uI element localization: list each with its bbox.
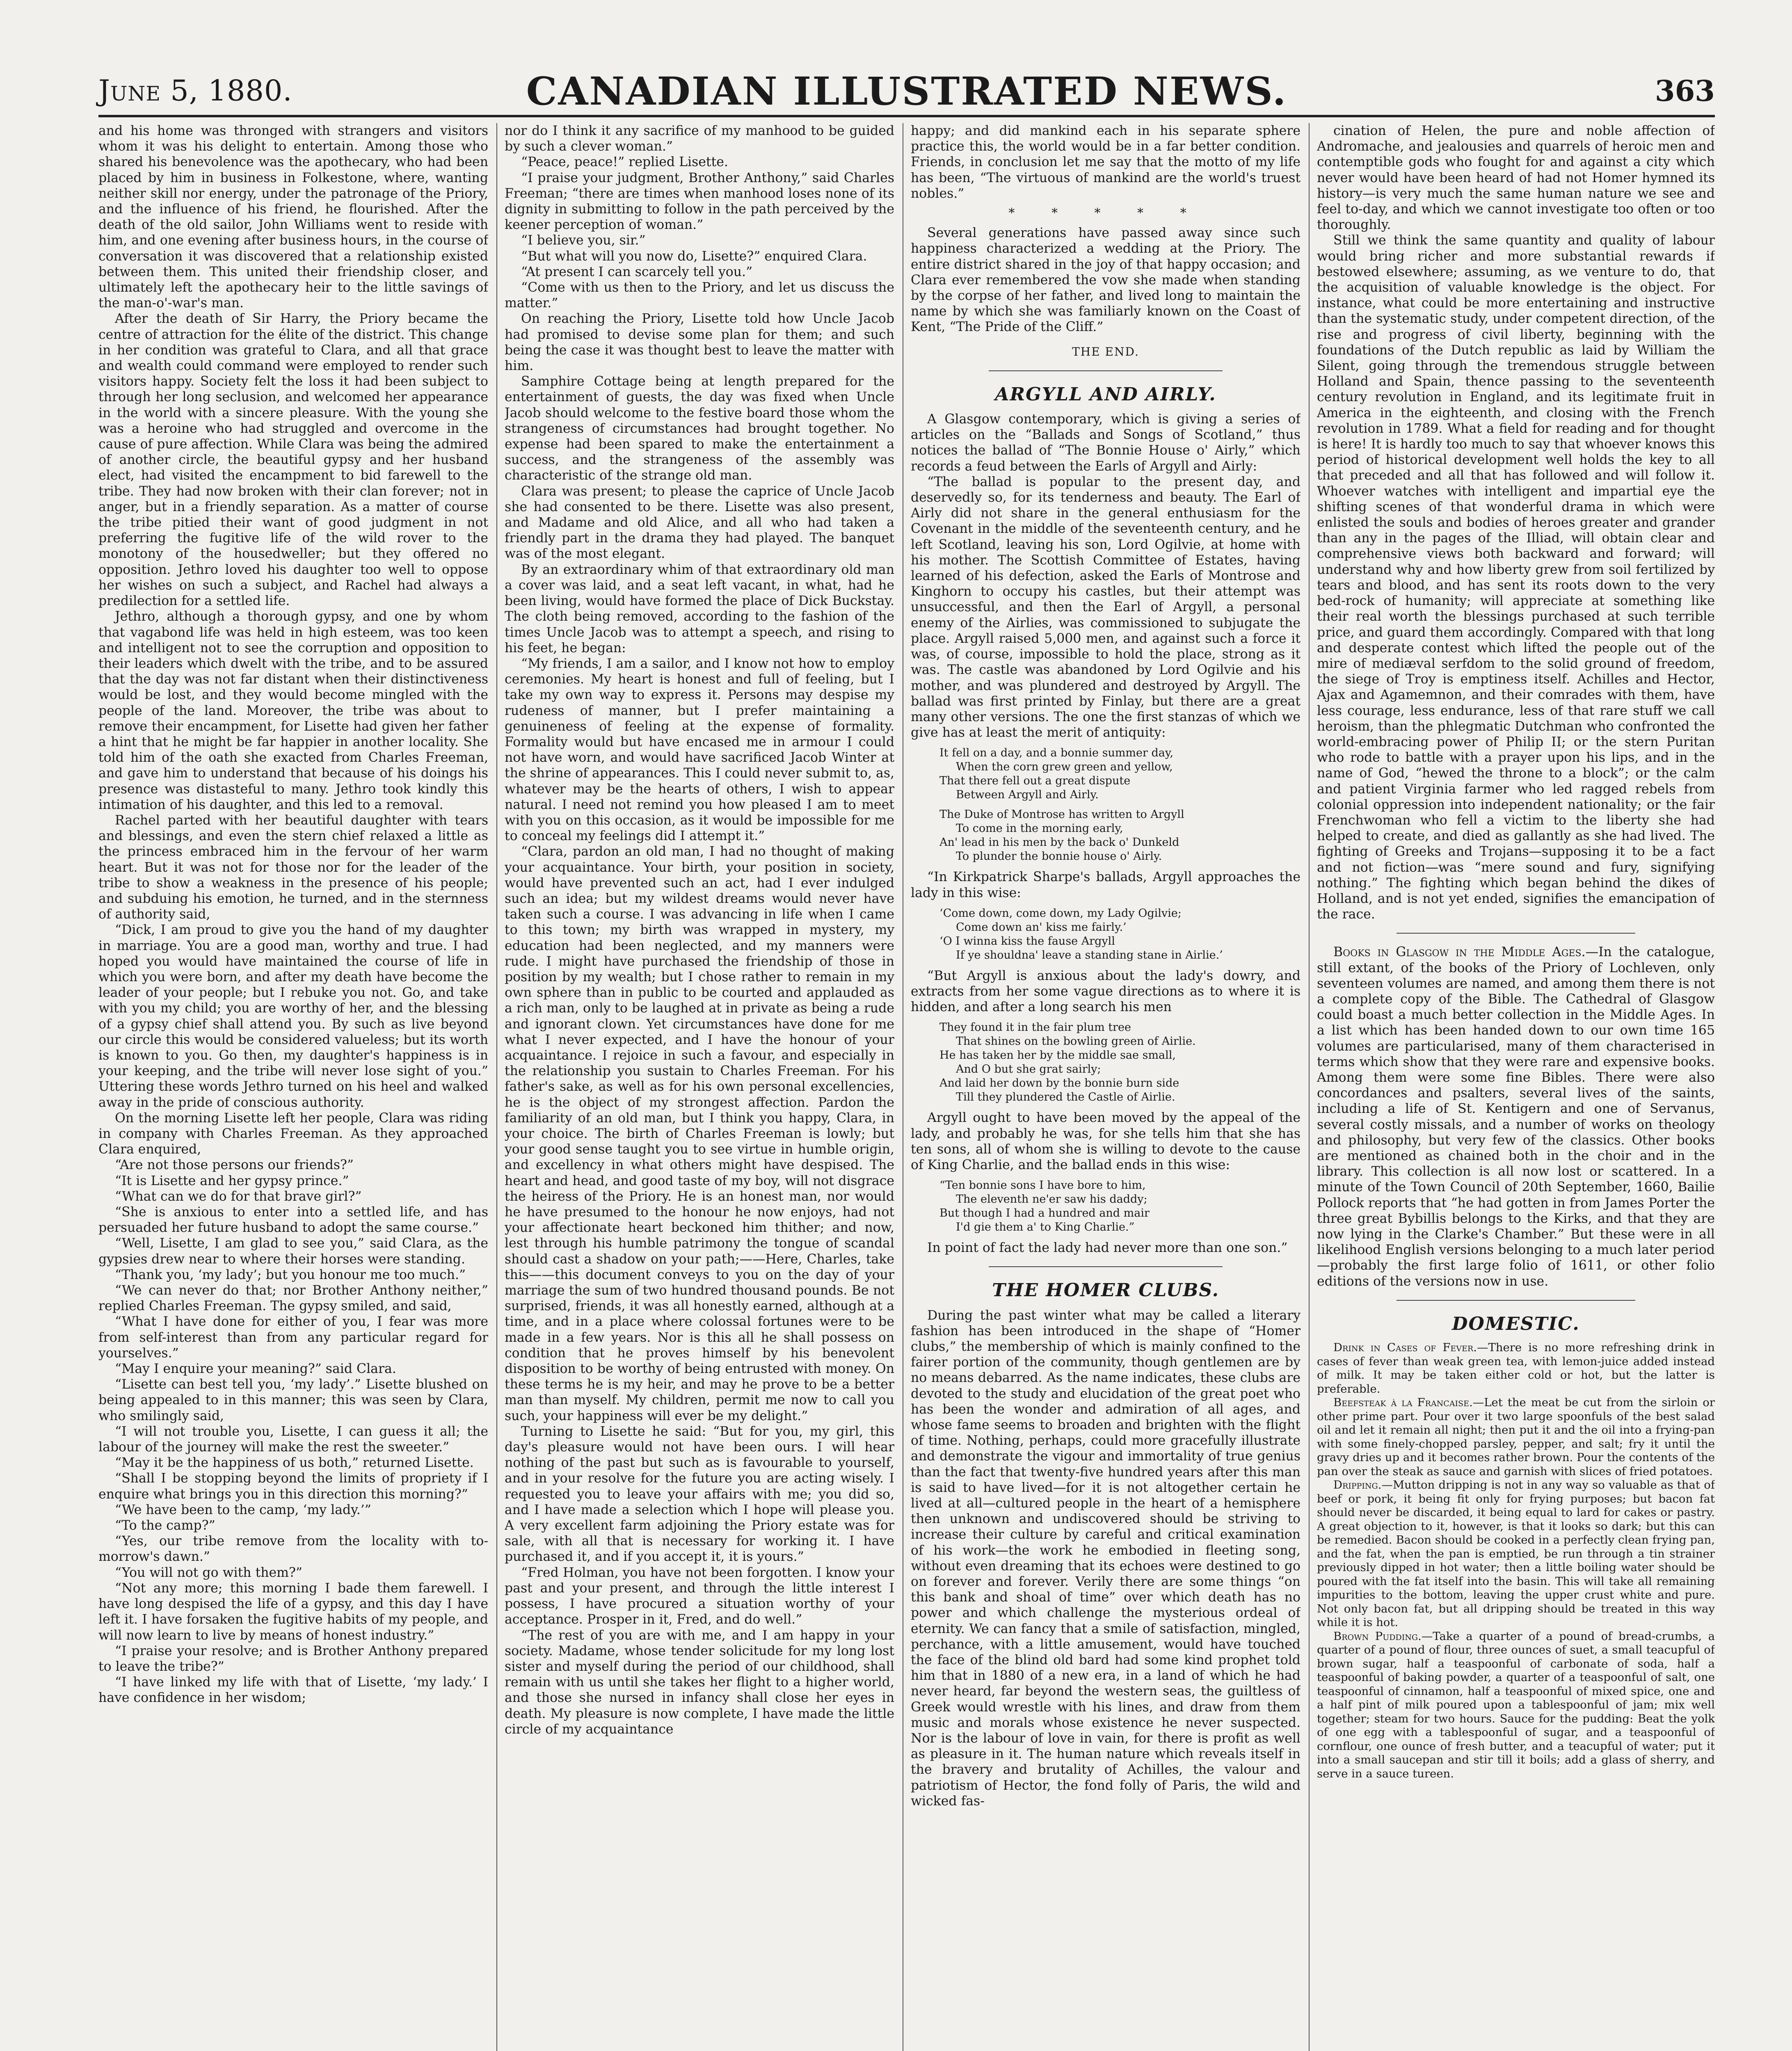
ballad-stanza [939,907,1301,962]
verse-line: If ye shouldna' leave a standing stane in Airlie.’ [956,948,1223,962]
ballad-stanza [939,1021,1301,1104]
books-text: In the catalogue, still extant, of the books of the Priory of Lochleven, only seventeen volumes are named, and among them there is not a complete copy of the Bible. The Cathedral of Glasgow could boast a much better collection in the Middle Ages. In a list which has been handed down to our own time 165 volumes are particularised, many of them characterised in terms which show that they were rare and expensive books. Among them were some fine Bibles. There were also concordances and psalters, several lives of the saints, including a life of St. Kentigern and one of Servanus, several costly missals, and a number of works on theology and philosophy, but very few of the classics. Other books are mentioned as chained both in the choir and in the library. This collection is all now lost or scattered. In a minute of the Town Council of 20th September, 1660, Bailie Pollock reports that “he had gotten in from James Porter the three great Bybillis belongs to the Kirks, and that they are now lying in the Clarke's Chamber.” But these were in all likelihood English versions belonging to a much later period—probably the first large folio of 1611, or other folio editions of the versions now in use. [1317,945,1715,1289]
verse-line: Come down an' kiss me fairly.’ [956,920,1127,934]
verse-line: An' lead in his men by the back o' Dunkeld [939,836,1179,849]
article-paragraph: nor do I think it any sacrifice of my manhood to be guided by such a clever woman.” [505,123,894,154]
article-paragraph: “Clara, pardon an old man, I had no thought of making your acquaintance. Your birth, your position in society, would have prevented such an act, had I ever indulged such an idea; but my wildest dreams would never have taken such a course. I was advancing in life when I came to this town; my birth was wrapped in mystery, my education had been neglected, and my manners were rude. I might have purchased the friendship of those in position by my wealth; but I chose rather to remain in my own sphere than in public to be courted and applauded as a rich man, only to be laughed at in private as being a rude and ignorant clown. Yet circumstances have done for me what I never expected, and I have the honour of your acquaintance. I rejoice in such a favour, and especially in the relationship you sustain to Charles Freeman. For his father's sake, as well as for his own personal excellencies, he is the object of my strongest affection. Pardon the familiarity of an old man, but I think you happy, Clara, in your choice. The birth of Charles Freeman is lowly; but your good sense taught you to see virtue in humble origin, and excellency in what others might have despised. The heart and head, and good taste of my boy, will not disgrace the heiress of the Priory. He is an honest man, nor would he have presumed to the honour he now enjoys, had not your affectionate heart beckoned him thither; and now, lest through his humble patrimony the tongue of scandal should cast a shadow on your path;——Here, Charles, take this——this document conveys to you on the day of your marriage the sum of two hundred thousand pounds. Be not surprised, friends, it was all honestly earned, although at a time, and in a place where colossal fortunes were to be made in a few years. Nor is this all he shall possess on condition that he proves himself by his benevolent disposition to be worthy of being entrusted with money. On these terms he is my heir, and may he prove to be a better man than myself. My children, permit me now to call you such, your happiness will ever be my delight.” [505,844,894,1423]
article-paragraph: “At present I can scarcely tell you.” [521,264,753,279]
recipe-text: —Mutton dripping is not in any way so valuable as that of beef or pork, it being fit only for frying purposes; but bacon fat should never be discarded, it being equal to lard for cakes or pastry. A great objection to it, however, is that it looks so dark; but this can be remedied. Bacon should be cooked in a perfectly clean frying pan, and the fat, when the pan is emptied, be run through a tin strainer previously dipped in hot water; then a little boiling water should be poured with the fat itself into the basin. This will take all remaining impurities to the bottom, leaving the upper crust white and pure. Not only bacon fat, but all dripping should be treated in this way while it is hot. [1317,1478,1715,1629]
article-paragraph: Clara was present; to please the caprice of Uncle Jacob she had consented to be there. Lisette was also present, and Madame and old Alice, and all who had taken a friendly part in the drama they had played. The banquet was of the most elegant. [505,484,894,562]
column-1 [98,123,488,2051]
article-paragraph: “Thank you, ‘my lady’; but you honour me too much.” [115,1267,466,1282]
domestic-section [1317,1341,1715,1781]
dowry-paragraph: “But Argyll is anxious about the lady's dowry, and extracts from her some vague directions as to where it is hidden, and after a long search his men [911,968,1301,1015]
publication-title: CANADIAN ILLUSTRATED NEWS. [526,69,1287,114]
article-paragraph: “You will not go with them?” [115,1565,303,1580]
verse-line: “Ten bonnie sons I have bore to him, [939,1179,1146,1192]
verse-line: To come in the morning early, [956,822,1123,835]
ballad-stanza [939,1179,1301,1234]
article-paragraph: happy; and did mankind each in his separate sphere practice this, the world would be in a far better condition. Friends, in conclusion let me say that the motto of my life has been, “The virtuous of mankind are the world's truest nobles.” [911,123,1301,201]
article-paragraph: cination of Helen, the pure and noble affection of Andromache, and jealousies and quarrels of heroic men and contemptible gods who fought for and against a city which never would have been heard of had not Homer hymned its history—is very much the same human nature we see and feel to-day, and which we cannot investigate too often or too thoroughly. [1317,123,1715,233]
verse-line: That shines on the bowling green of Airlie. [956,1035,1196,1048]
domestic-recipe [1317,1630,1715,1781]
article-paragraph: “She is anxious to enter into a settled life, and has persuaded her future husband to adopt the same course.” [98,1205,488,1236]
article-paragraph: “Dick, I am proud to give you the hand of my daughter in marriage. You are a good man, worthy and true. I had hoped you would have maintained the course of life in which you were born, and after my death have become the leader of your people; but I rebuke you not. Go, and take with you my child; you are worthy of her, and the blessing of a gypsy chief shall attend you. By such as live beyond our circle this would be considered valueless; but its worth is known to you. Go then, my daughter's happiness is in your keeping, and the tribe will never lose sight of you.” Uttering these words Jethro turned on his heel and walked away in the pride of conscious authority. [98,923,488,1110]
article-paragraph: “We can never do that; nor Brother Anthony neither,” replied Charles Freeman. The gypsy smiled, and said, [98,1283,488,1314]
ballad-stanza [939,746,1301,802]
article-paragraph: “Come with us then to the Priory, and let us discuss the matter.” [505,280,894,311]
verse-line: And laid her down by the bonnie burn side [939,1077,1179,1090]
article-paragraph: Rachel parted with her beautiful daughter with tears and blessings, and even the stern chief relaxed a little as the princess embraced him in the fervour of her warm heart. But it was not for those nor for the leader of the tribe to show a weakness in the presence of his people; and subduing his emotion, he turned, and in the sternness of authority said, [98,813,488,922]
argyll-quote: “The ballad is popular to the present day, and deservedly so, for its tenderness and beauty. The Earl of Airly did not share in the general enthusiasm for the Covenant in the middle of the seventeenth century, and he left Scotland, leaving his son, Lord Ogilvie, at home with his mother. The Scottish Committee of Estates, having learned of his defection, asked the Earls of Montrose and Kinghorn to occupy his castles, but their attempt was unsuccessful, and then the Earl of Argyll, a personal enemy of the Airlies, was commissioned to subjugate the place. Argyll raised 5,000 men, and against such a force it was, of course, impossible to hold the place, strong as it was. The castle was abandoned by Lord Ogilvie and his mother, and was plundered and destroyed by Argyll. The ballad was first printed by Finlay, but there are a great many other versions. The one the first stanzas of which we give has at least the merit of antiquity: [911,474,1301,740]
homer-title: THE HOMER CLUBS. [992,1280,1219,1301]
article-paragraph: Samphire Cottage being at length prepared for the entertainment of guests, the day was fixed when Uncle Jacob should welcome to the festive board those whom the strangeness of circumstances had brought together. No expense had been spared to make the entertainment a success, and the strangeness of the assembly was characteristic of the strange old man. [505,374,894,483]
article-paragraph: “What can we do for that brave girl?” [115,1189,362,1204]
epilogue-paragraph: Several generations have passed away since such happiness characterized a wedding at the Priory. The entire district shared in the joy of that happy occasion; and Clara ever remembered the vow she made when standing by the corpse of her father, and lived long to maintain the name by which she was familiarly known on the Coast of Kent, “The Pride of the Cliff.” [911,226,1301,335]
recipe-heading: Drink in Cases of Fever. [1333,1341,1477,1354]
books-heading: Books in Glasgow in the Middle Ages. [1333,945,1586,960]
article-paragraph: “But what will you now do, Lisette?” enquired Clara. [521,249,867,264]
homer-paragraph: During the past winter what may be called a literary fashion has been introduced in the shape of “Homer clubs,” the membership of which is mainly confined to the fairer portion of the community, though gentlemen are by no means debarred. As the name indicates, these clubs are devoted to the study and elucidation of the great poet who has been the wonder and admiration of all ages, and whose fame seems to broaden and brighten with the flight of time. Nothing, perhaps, could more gracefully illustrate and demonstrate the vigour and immortality of true genius than the fact that twenty-five hundred years after this man is said to have lived—for it is not altogether certain he lived at all—cultured people in the heart of a hemisphere then unknown and undiscovered should be striving to increase their culture by careful and critical examination of his work—the work he embodied in fleeting song, without even dreaming that its echoes were destined to go on forever and forever. Verily there are some things “on this bank and shoal of time” over which death has no power and which challenge the mysterious ordeal of eternity. We can fancy that a smile of satisfaction, mingled, perchance, with a little amusement, would have touched the face of the blind old bard had some kind prophet told him that in 1880 of a new era, in a land of which he had never heard, far beyond the western seas, the guiltless of Greek would wrestle with his lines, and draw from them music and morals whose existence he never suspected. Nor is the labour of love in vain, for there is profit as well as pleasure in it. The human nature which reveals itself in the bravery and brutality of Achilles, the valour and patriotism of Hector, the fond folly of Paris, the wild and wicked fas- [911,1308,1301,1809]
article-paragraph: “May it be the happiness of us both,” returned Lisette. [115,1455,474,1471]
argyll-intro: A Glasgow contemporary, which is giving a series of articles on the “Ballads and Songs of Scotland,” thus notices the ballad of “The Bonnie House o' Airly,” which records a feud between the Earls of Argyll and Airly: [911,412,1301,474]
recipe-text: —There is no more refreshing drink in cases of fever than weak green tea, with lemon-juice added instead of milk. It may be taken either cold or hot, but the latter is preferable. [1317,1341,1715,1396]
article-paragraph: “Yes, our tribe remove from the locality with to-morrow's dawn.” [98,1534,488,1565]
article-paragraph: By an extraordinary whim of that extraordinary old man a cover was laid, and a seat left vacant, in what, had he been living, would have formed the place of Dick Buckstay. The cloth being removed, according to the fashion of the times Uncle Jacob was to attempt a speech, and rising to his feet, he began: [505,562,894,655]
recipe-text: —Let the meat be cut from the sirloin or other prime part. Pour over it two large spoonfuls of the best salad oil and let it remain all night; then put it and the oil into a frying-pan with some finely-chopped parsley, pepper, and salt; fry it until the gravy dries up and it becomes rather brown. Pour the contents of the pan over the steak as sauce and garnish with slices of fried potatoes. [1317,1396,1715,1478]
article-paragraph: “Not any more; this morning I bade them farewell. I have long despised the life of a gypsy, and this day I have left it. I have forsaken the fugitive habits of my people, and will now learn to live by means of honest industry.” [98,1581,488,1643]
verse-line: He has taken her by the middle sae small, [939,1049,1176,1062]
verse-line: The eleventh ne'er saw his daddy; [956,1193,1147,1206]
verse-line: And O but she grat sairly; [956,1063,1101,1076]
domestic-recipe [1317,1341,1715,1396]
article-paragraph: “I believe you, sir.” [521,233,646,248]
article-paragraph: “I praise your resolve; and is Brother Anthony prepared to leave the tribe?” [98,1643,488,1674]
article-paragraph: “May I enquire your meaning?” said Clara. [115,1361,396,1377]
article-paragraph: “To the camp?” [115,1518,215,1533]
argyll-closing: In point of fact the lady had never more than one son.” [927,1240,1288,1256]
column-2 [505,123,894,2051]
verse-line: ‘O I winna kiss the fause Argyll [939,934,1115,948]
verse-line: The Duke of Montrose has written to Argyll [939,808,1184,821]
verse-line: I'd gie them a' to King Charlie.” [956,1221,1135,1234]
appeal-paragraph: Argyll ought to have been moved by the appeal of the lady, and probably he was, for she tells him that she has ten sons, all of whom she is willing to devote to the cause of King Charlie, and the ballad ends in this wise: [911,1110,1301,1172]
verse-line: They found it in the fair plum tree [939,1021,1131,1034]
section-divider [1397,1300,1635,1301]
verse-line: That there fell out a great dispute [939,774,1131,788]
verse-line: When the corn grew green and yellow, [956,761,1173,774]
verse-line: To plunder the bonnie house o' Airly. [956,850,1162,863]
article-paragraph: Jethro, although a thorough gypsy, and one by whom that vagabond life was held in high esteem, was too keen and intelligent not to see the corruption and opposition to their leaders which dwelt with the tribe, and to be assured that the day was not far distant when their distinctiveness would be lost, and they would become mingled with the people of the land. Moreover, the tribe was about to remove their encampment, for Lisette had given her father a hint that he might be far happier in another locality. She told him of the oath she exacted from Charles Freeman, and gave him to understand that because of his doings his presence was distasteful to many. Jethro took kindly this intimation of his daughter, and this led to a removal. [98,609,488,812]
section-divider [1397,933,1635,934]
article-paragraph: “Peace, peace!” replied Lisette. [521,155,728,170]
verse-line: But though I had a hundred and mair [939,1207,1150,1220]
article-paragraph: “Well, Lisette, I am glad to see you,” said Clara, as the gypsies drew near to where their horses were standing. [98,1236,488,1267]
column-divider [496,123,497,2051]
domestic-recipe [1317,1478,1715,1630]
masthead [98,62,1715,114]
argyll-title: ARGYLL AND AIRLY. [995,384,1216,405]
verse-line: Till they plundered the Castle of Airlie. [956,1091,1175,1104]
verse-line: ‘Come down, come down, my Lady Ogilvie; [939,907,1182,920]
ballad-stanza [939,808,1301,863]
recipe-heading: Brown Pudding. [1333,1629,1422,1643]
article-paragraph: “The rest of you are with me, and I am happy in your society. Madame, whose tender solicitude for my long lost sister and myself during the period of our childhood, shall remain with us until she takes her flight to a higher world, and those she nursed in infancy shall close her eyes in death. My pleasure is now complete, I have made the little circle of my acquaintance [505,1628,894,1737]
article-paragraph: Turning to Lisette he said: “But for you, my girl, this day's pleasure would not have been ours. I will hear nothing of the past but such as is favourable to yourself, and in your resolve for the future you are acting wisely. I requested you to leave your affairs with me; you did so, and I have made a selection which I hope will please you. A very excellent farm adjoining the Priory estate was for sale, with all that is necessary for working it. I have purchased it, and if you accept it, it is yours.” [505,1424,894,1565]
article-paragraph: On the morning Lisette left her people, Clara was riding in company with Charles Freeman. As they approached Clara enquired, [98,1110,488,1157]
column-3 [911,123,1301,2051]
domestic-recipe [1317,1396,1715,1478]
article-paragraph: “I will not trouble you, Lisette, I can guess it all; the labour of the journey will make the rest the sweeter.” [98,1424,488,1455]
article-paragraph: “It is Lisette and her gypsy prince.” [115,1173,349,1188]
article-paragraph: “My friends, I am a sailor, and I know not how to employ ceremonies. My heart is honest and full of feeling, but I take my own way to express it. Persons may despise my rudeness of manner, but I prefer maintaining a genuineness of feeling at the expense of formality. Formality would but have encased me in armour I could not have worn, and would have sacrificed Jacob Winter at the shrine of appearances. This I could never submit to, as, whatever may be the hearts of others, I wish to appear natural. I need not remind you how pleased I am to meet with you on this occasion, as it would be impossible for me to conceal my feelings did I attempt it.” [505,656,894,844]
recipe-heading: Beefsteak à la Francaise. [1333,1396,1473,1409]
article-paragraph: “Are not those persons our friends?” [115,1158,354,1173]
article-paragraph: “I praise your judgment, Brother Anthony,” said Charles Freeman; “there are times when manhood loses none of its dignity in submitting to follow in the path perceived by the keener perception of woman.” [505,170,894,233]
verse-line: Between Argyll and Airly. [956,788,1099,802]
article-paragraph: “We have been to the camp, ‘my lady.’” [115,1502,371,1517]
domestic-title: DOMESTIC. [1452,1313,1580,1334]
the-end-label: THE END. [1072,345,1139,359]
article-paragraph: On reaching the Priory, Lisette told how Uncle Jacob had promised to devise some plan for them; and such being the case it was thought best to leave the matter with him. [505,311,894,374]
column-4: cination of Helen, the pure and noble affection of Andromache, and jealousies and quarrels of heroic men and contemptible gods who fought for and against a city which never would have been heard of had not Homer hymned its history—is very much the same human nature we see and feel to-day, and which we cannot investigate too often or too thoroughly. Still we think the same quantity and quality of labour would bring richer and more substantial rewards if bestowed elsewhere; assuming, as we venture to do, that the acquisition of valuable knowledge is the object. For instance, what could be more entertaining and instructive than the systematic study, under competent direction, of the rise and progress of civil liberty, beginning with the foundations of the Dutch republic as laid by William the Silent, going through the tremendous struggle between Holland and Spain, thence passing to the seventeenth century revolution in England, and its legitimate fruit in America in the eighteenth, and closing with the French revolution in 1789. What a field for reading and for thought is here! It is hardly too much to say that whoever knows this period of historical development well holds the key to all that preceded and all that has followed and will follow it. Whoever watches with intelligent and impartial eye the shifting scenes of that wonderful drama in which were enlisted the souls and bodies of heroes greater and grander than any in the pages of the Illiad, will obtain clear and comprehensive views both backward and forward; will understand why and how liberty grew from soil fertilized by tears and blood, and has sent its roots down to the very bed-rock of humanity; will appreciate at something like their real worth the blessings purchased at such terrible price, and guard them accordingly. Compared with that long and desperate contest which lifted the people out of the mire of mediæval serfdom to the solid ground of freedom, the siege of Troy is emptiness itself. Achilles and Hector, Ajax and Agamemnon, and their comrades with them, have less courage, less endurance, less of that rare stuff we call heroism, than the phlegmatic Dutchman who confronted the world-embracing power of Philip II; or the stern Puritan who rode to battle with a prayer upon his lips, and in the name of God, “hewed the throne to a block”; or the calm and patient Virginia farmer who led ragged rebels from colonial oppression into independent nationality; or the fair Frenchwoman who fell a victim to the liberty she had helped to create, and died as gallantly as she had lived. The fighting of Greeks and Trojans—supposing it to be a fact and not fiction—was “mere sound and fury, signifying nothing.” The fighting which began behind the dikes of Holland, and is not yet ended, signifies the emancipation of the race. Books in Glasgow in the Middle Ages.—In the catalogue, still extant, of the books of the Priory of Lochleven, only seventeen volumes are named, and among them there is not a complete copy of the Bible. The Cathedral of Glasgow could boast a much better collection in the Middle Ages. In a list which has been handed down to our own time 165 volumes are particularised, many of them characterised in terms which show that they were rare and expensive books. Among them were some fine Bibles. There were also concordances and psalters, several lives of the saints, including a life of St. Kentigern and one of Servanus, several costly missals, and a number of works on theology and philosophy, but very few of the classics. Other books are mentioned as chained both in the choir and in the library. This collection is all now lost or scattered. In a minute of the Town Council of 20th September, 1660, Bailie Pollock reports that “he had gotten in from James Porter the three great Bybillis belongs to the Kirks, and that they are now lying in the Clarke's Chamber.” But these were in all likelihood English versions belonging to a much later period—probably the first large folio of 1611, or other folio editions of the versions now in use. DOMESTIC. Drink in Cases of Fever.—There is no more refreshing drink in cases of fever than weak green tea, with lemon-juice added instead of milk. It may be taken either cold or hot, but the latter is preferable. Beefsteak à la Francaise.—Let the meat be cut from the sirloin or other prime part. Pour over it two large spoonfuls of the best salad oil and let it remain all night; then put it and the oil into a frying-pan with some finely-chopped parsley, pepper, and salt; fry it until the gravy dries up and it becomes rather brown. Pour the contents of the pan over the steak as sauce and garnish with slices of fried potatoes. Dripping.—Mutton dripping is not in any way so valuable as that of beef or pork, it being fit only for frying purposes; but bacon fat should never be discarded, it being equal to lard for cakes or pastry. A great objection to it, however, is that it looks so dark; but this can be remedied. Bacon should be cooked in a perfectly clean frying pan, and the fat, when the pan is emptied, be run through a tin strainer previously dipped in hot water; then a little boiling water should be poured with the fat itself into the basin. This will take all remaining impurities to the bottom, leaving the upper crust white and pure. Not only bacon fat, but all dripping should be treated in this way while it is hot. Brown Pudding.—Take a quarter of a pound of bread-crumbs, a quarter of a pound of flour, three ounces of suet, a small teacupful of brown sugar, half a teaspoonful of carbonate of soda, half a teaspoonful of baking powder, a quarter of a teaspoonful of salt, one teaspoonful of cinnamon, half a teaspoonful of mixed spice, one and a half pint of milk poured upon a tablespoonful of jam; mix well together; steam for two hours. Sauce for the pudding: Beat the yolk of one egg with a tablespoonful of sugar, and a teaspoonful of cornflour, one ounce of fresh butter, and a teacupful of water; put it into a small saucepan and stir till it boils; add a glass of sherry, and serve in a sauce tureen. [1317,123,1715,1780]
verse-line: It fell on a day, and a bonnie summer day, [939,747,1174,760]
page-number: 363 [1655,74,1715,108]
article-paragraph: “Lisette can best tell you, ‘my lady’.” Lisette blushed on being appealed to in this manner; this was seen by Clara, who smilingly said, [98,1377,488,1423]
issue-date: June 5, 1880. [98,74,293,107]
column-divider [1309,123,1310,2051]
article-paragraph: “Fred Holman, you have not been forgotten. I know your past and your present, and through the little interest I possess, I have procured a situation worthy of your acceptance. Prosper in it, Fred, and do well.” [505,1565,894,1627]
section-divider [989,370,1223,371]
article-paragraph: “I have linked my life with that of Lisette, ‘my lady.’ I have confidence in her wisdom; [98,1675,488,1706]
article-paragraph: Still we think the same quantity and quality of labour would bring richer and more substantial rewards if bestowed elsewhere; assuming, as we venture to do, that the acquisition of valuable knowledge is the object. For instance, what could be more entertaining and instructive than the systematic study, under competent direction, of the rise and progress of civil liberty, beginning with the foundations of the Dutch republic as laid by William the Silent, going through the tremendous struggle between Holland and Spain, thence passing to the seventeenth century revolution in England, and its legitimate fruit in America in the eighteenth, and closing with the French revolution in 1789. What a field for reading and for thought is here! It is hardly too much to say that whoever knows this period of historical development well holds the key to all that preceded and all that has followed and will follow it. Whoever watches with intelligent and impartial eye the shifting scenes of that wonderful drama in which were enlisted the souls and bodies of heroes greater and grander than any in the pages of the Illiad, will obtain clear and comprehensive views both backward and forward; will understand why and how liberty grew from soil fertilized by tears and blood, and has sent its roots down to the very bed-rock of humanity; will appreciate at something like their real worth the blessings purchased at such terrible price, and guard them accordingly. Compared with that long and desperate contest which lifted the people out of the mire of mediæval serfdom to the solid ground of freedom, the siege of Troy is emptiness itself. Achilles and Hector, Ajax and Agamemnon, and their comrades with them, have less courage, less endurance, less of that rare stuff we call heroism, than the phlegmatic Dutchman who confronted the world-embracing power of Philip II; or the stern Puritan who rode to battle with a prayer upon his lips, and in the name of God, “hewed the throne to a block”; or the calm and patient Virginia farmer who led ragged rebels from colonial oppression into independent nationality; or the fair Frenchwoman who fell a victim to the liberty she had helped to create, and died as gallantly as she had lived. The fighting of Greeks and Trojans—supposing it to be a fact and not fiction—was “mere sound and fury, signifying nothing.” The fighting which began behind the dikes of Holland, and is not yet ended, signifies the emancipation of the race. [1317,233,1715,922]
recipe-text: —Take a quarter of a pound of bread-crumbs, a quarter of a pound of flour, three ounces of suet, a small teacupful of brown sugar, half a teaspoonful of carbonate of soda, half a teaspoonful of baking powder, a quarter of a teaspoonful of salt, one teaspoonful of cinnamon, half a teaspoonful of mixed spice, one and a half pint of milk poured upon a tablespoonful of jam; mix well together; steam for two hours. Sauce for the pudding: Beat the yolk of one egg with a tablespoonful of sugar, and a teaspoonful of cornflour, one ounce of fresh butter, and a teacupful of water; put it into a small saucepan and stir till it boils; add a glass of sherry, and serve in a sauce tureen. [1317,1629,1715,1780]
article-paragraph: “Shall I be stopping beyond the limits of propriety if I enquire what brings you in this direction this morning?” [98,1471,488,1502]
article-paragraph: and his home was thronged with strangers and visitors whom it was his delight to entertain. Among those who shared his benevolence was the apothecary, who had been placed by him in business in Folkestone, where, wanting neither skill nor energy, under the patronage of the Priory, and the influence of his friend, he flourished. After the death of the old sailor, John Williams went to reside with him, and one evening after business hours, in the course of conversation it was discovered that a relationship existed between them. This united their friendship closer, and ultimately left the apothecary heir to the little savings of the man-o'-war's man. [98,123,488,311]
recipe-heading: Dripping. [1333,1478,1382,1492]
article-paragraph: “What I have done for either of you, I fear was more from self-interest than from any particular regard for yourselves.” [98,1314,488,1361]
section-stars: * * * * * [1008,206,1203,221]
masthead-rule [98,115,1715,117]
article-paragraph: After the death of Sir Harry, the Priory became the centre of attraction for the élite of the district. This change in her condition was grateful to Clara, and all that grace and wealth could command were employed to render such visitors happy. Society felt the loss it had been subject to through her long seclusion, and welcomed her appearance in the world with a sincere pleasure. With the young she was a heroine who had struggled and overcome in the cause of pure affection. While Clara was being the admired of another circle, the beautiful gypsy and her husband elect, had visited the encampment to bid farewell to the tribe. They had now broken with their clan forever; not in anger, but in a friendly separation. As a matter of course the tribe pitied their want of good judgment in not preferring the fugitive life of the wild rover to the monotony of the housedweller; but they offered no opposition. Jethro loved his daughter too well to oppose her wishes on such a subject, and Rachel had always a predilection for a settled life. [98,311,488,609]
sharpe-intro: “In Kirkpatrick Sharpe's ballads, Argyll approaches the lady in this wise: [911,870,1301,900]
section-divider [989,1266,1223,1267]
